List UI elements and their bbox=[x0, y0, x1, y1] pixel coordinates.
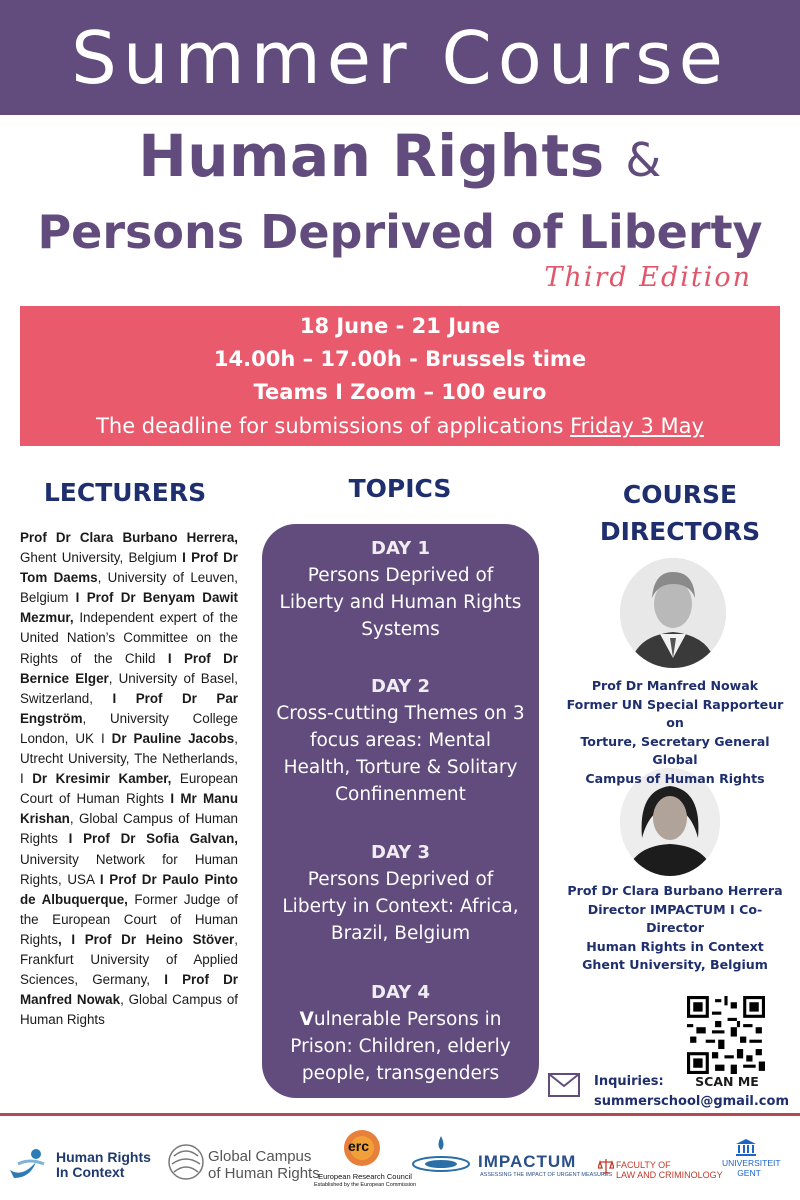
lecturer-name: Prof Dr Manfred Nowak bbox=[20, 972, 238, 1008]
course-time: 14.00h – 17.00h - Brussels time bbox=[213, 347, 587, 371]
lecturer-name: Prof Dr Bernice Elger bbox=[20, 650, 238, 686]
day-label: DAY 3 bbox=[371, 842, 430, 863]
qr-code-icon[interactable] bbox=[686, 996, 766, 1074]
director-burbano bbox=[560, 882, 790, 975]
director-role: Director IMPACTUM I Co-Director bbox=[587, 901, 763, 935]
footer-divider bbox=[0, 1113, 800, 1116]
edition-label: Third Edition bbox=[544, 262, 752, 293]
lecturer-name: Prof Dr Heino Stöver bbox=[84, 931, 235, 947]
topic-day-2 bbox=[262, 674, 539, 808]
lecturer-name: Dr Kresimir Kamber, bbox=[32, 771, 172, 787]
day-topic: Persons Deprived of Liberty and Human Rights Systems bbox=[279, 565, 522, 640]
logo-hric-line1: Human Rights bbox=[56, 1149, 151, 1165]
logo-impactum-sub: ASSESSING THE IMPACT OF URGENT MEASURES bbox=[480, 1172, 613, 1178]
logo-erc bbox=[310, 1172, 420, 1190]
human-rights-in-context-logo-icon bbox=[8, 1144, 52, 1180]
lecturer-name: Prof Dr Clara Burbano Herrera, bbox=[20, 530, 238, 545]
topics-heading: TOPICS bbox=[348, 474, 452, 503]
day-label: DAY 4 bbox=[371, 982, 430, 1003]
director-role: Campus of Human Rights bbox=[585, 770, 765, 786]
lecturer-sep: I bbox=[170, 791, 181, 807]
deadline-date: Friday 3 May bbox=[570, 414, 704, 438]
logo-hric bbox=[56, 1150, 151, 1180]
director-role: Torture, Secretary General Global bbox=[580, 733, 770, 767]
lecturer-sep: I bbox=[182, 550, 192, 566]
logo-erc-mark: erc bbox=[348, 1138, 370, 1154]
subtitle: Persons Deprived of Liberty bbox=[37, 205, 763, 259]
title-amp: & bbox=[625, 133, 662, 187]
logo-ugent-line1: UNIVERSITEIT bbox=[722, 1158, 781, 1168]
day-topic: Persons Deprived of Liberty in Context: Africa, Brazil, Belgium bbox=[282, 869, 519, 944]
logo-gc-line1: Global Campus bbox=[208, 1148, 312, 1165]
director-role: Human Rights in Context bbox=[586, 938, 764, 954]
title-line1: Human Rights bbox=[138, 122, 605, 190]
logo-erc-line1: European Research Council bbox=[318, 1172, 412, 1181]
lecturer-name: Dr Pauline Jacobs bbox=[111, 730, 235, 746]
lecturer-sep: I bbox=[167, 650, 184, 666]
topic-day-4 bbox=[262, 980, 539, 1087]
inquiries-label: Inquiries: bbox=[594, 1074, 664, 1089]
header-banner bbox=[0, 0, 800, 115]
logo-impactum: IMPACTUM bbox=[478, 1152, 577, 1171]
logo-erc-line2: Established by the European Commission bbox=[313, 1182, 417, 1188]
logo-gc-line2: of Human Rights bbox=[208, 1165, 320, 1182]
directors-heading-1: COURSE bbox=[622, 480, 738, 509]
lecturer-sep: , I bbox=[57, 931, 85, 947]
lecturer-sep: I bbox=[68, 831, 84, 847]
lecturers-list bbox=[20, 528, 238, 1030]
lecturer-affiliation: University Network for Human Rights, USA bbox=[20, 851, 238, 887]
lecturer-affiliation: , University College London, UK I bbox=[20, 710, 238, 746]
director-role: Former UN Special Rapporteur on bbox=[566, 696, 784, 730]
logo-faculty-line1: FACULTY OF bbox=[616, 1160, 671, 1170]
topic-day-3 bbox=[262, 840, 539, 947]
footer-logos bbox=[0, 1120, 800, 1200]
logo-global-campus bbox=[208, 1148, 320, 1182]
lecturers-heading: LECTURERS bbox=[43, 478, 207, 507]
directors-heading bbox=[570, 476, 790, 550]
topic-day-1 bbox=[262, 536, 539, 643]
logo-faculty-line2: LAW AND CRIMINOLOGY bbox=[616, 1170, 723, 1180]
deadline bbox=[20, 414, 780, 438]
day-topic: Cross-cutting Themes on 3 focus areas: Mental Health, Torture & Solitary Confinenment bbox=[276, 703, 525, 805]
lecturer-affiliation: , Global Campus of Human Rights bbox=[20, 992, 238, 1028]
mail-icon bbox=[548, 1073, 580, 1097]
banner-title: Summer Course bbox=[71, 15, 729, 100]
logo-ugent bbox=[722, 1158, 781, 1178]
topics-box bbox=[262, 524, 539, 1098]
lecturer-affiliation: , Frankfurt University of Applied Sciences, Germany, bbox=[20, 931, 238, 988]
global-campus-logo-icon bbox=[166, 1142, 206, 1182]
lecturer-sep: I bbox=[99, 871, 110, 887]
portrait-icon bbox=[620, 558, 726, 668]
lecturer-affiliation: Independent expert of the United Nation’s Committee on the Rights of the Child bbox=[20, 610, 238, 666]
scan-me-label: SCAN ME bbox=[695, 1074, 759, 1089]
logo-hric-line2: In Context bbox=[56, 1164, 125, 1180]
course-platform: Teams I Zoom – 100 euro bbox=[253, 380, 547, 404]
scales-icon bbox=[598, 1158, 614, 1174]
lecturer-affiliation: Ghent University, Belgium bbox=[20, 550, 183, 566]
deadline-text: The deadline for submissions of applications bbox=[96, 414, 571, 438]
lecturer-name: Prof Dr Sofia Galvan, bbox=[83, 831, 238, 847]
lecturer-affiliation: , University of Basel, Switzerland, bbox=[20, 670, 239, 706]
director-role: Ghent University, Belgium bbox=[582, 957, 768, 972]
lecturer-affiliation: European Court of Human Rights bbox=[20, 771, 238, 807]
lecturer-name: Prof Dr Par Engström bbox=[20, 690, 238, 726]
lecturer-name: Prof Dr Tom Daems bbox=[20, 550, 238, 586]
lecturer-name: Prof Dr Paulo Pinto de Albuquerque, bbox=[20, 871, 238, 907]
main-title bbox=[0, 122, 800, 190]
lecturer-sep: I bbox=[75, 590, 87, 606]
day-topic-initial: V bbox=[299, 1009, 314, 1030]
directors-heading-2: DIRECTORS bbox=[599, 517, 761, 546]
day-label: DAY 2 bbox=[371, 676, 430, 697]
ugent-building-icon bbox=[735, 1138, 757, 1156]
logo-ugent-line2: GENT bbox=[737, 1168, 761, 1178]
director-nowak bbox=[560, 677, 790, 788]
day-label: DAY 1 bbox=[371, 538, 430, 559]
info-band bbox=[20, 306, 780, 446]
lecturer-affiliation: , Utrecht University, The Netherlands, I bbox=[20, 730, 238, 787]
impactum-logo-icon bbox=[410, 1134, 472, 1180]
day-topic bbox=[262, 1006, 539, 1087]
lecturer-affiliation: Former Judge of the European Court of Human Rights bbox=[20, 891, 238, 947]
lecturer-sep: I bbox=[164, 972, 183, 988]
inquiries-email[interactable]: summerschool@gmail.com bbox=[594, 1094, 789, 1109]
lecturer-name: Prof Dr Benyam Dawit Mezmur, bbox=[20, 590, 239, 626]
day-topic-rest: ulnerable Persons in Prison: Children, elderly people, transgenders bbox=[290, 1009, 511, 1084]
lecturer-affiliation: , University of Leuven, Belgium bbox=[20, 570, 238, 606]
director-photo-nowak bbox=[620, 558, 726, 668]
lecturer-sep: I bbox=[112, 690, 136, 706]
lecturer-name: Mr Manu Krishan bbox=[20, 791, 239, 827]
logo-faculty bbox=[616, 1160, 723, 1180]
lecturer-affiliation: , Global Campus of Human Rights bbox=[20, 811, 238, 847]
director-name: Prof Dr Manfred Nowak bbox=[591, 678, 759, 693]
course-dates: 18 June - 21 June bbox=[299, 314, 501, 338]
director-name: Prof Dr Clara Burbano Herrera bbox=[567, 883, 783, 898]
